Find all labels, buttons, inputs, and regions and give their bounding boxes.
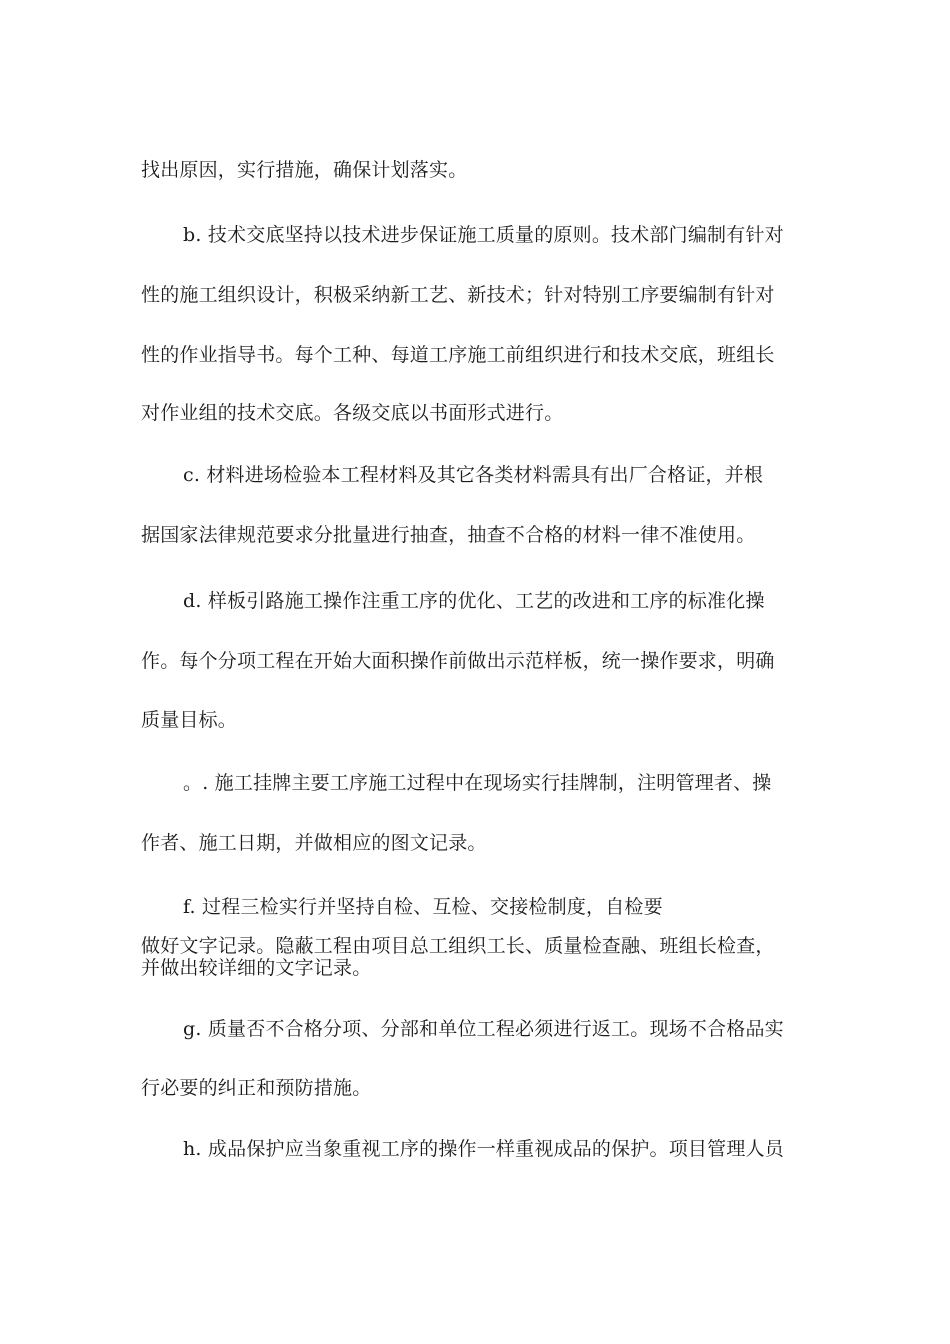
paragraph-c-line-1: c. 材料进场检验本工程材料及其它各类材料需具有出厂合格证，并根 (183, 464, 764, 486)
paragraph-e-line-1: 。. 施工挂牌主要工序施工过程中在现场实行挂牌制，注明管理者、操 (183, 772, 772, 794)
paragraph-d-line-2: 作。每个分项工程在开始大面积操作前做出示范样板，统一操作要求，明确 (141, 650, 775, 672)
paragraph-f-line-1: f. 过程三检实行并坚持自检、互检、交接检制度，自检要 (183, 896, 663, 918)
paragraph-f-line-2: 做好文字记录。隐蔽工程由项目总工组织工长、质量检查融、班组长检查， (141, 935, 775, 957)
paragraph-g-line-2: 行必要的纠正和预防措施。 (141, 1077, 372, 1099)
paragraph-d-line-1: d. 样板引路施工操作注重工序的优化、工艺的改进和工序的标准化操 (183, 590, 765, 612)
paragraph-g-line-1: g. 质量否不合格分项、分部和单位工程必须进行返工。现场不合格品实 (183, 1018, 784, 1040)
paragraph-b-line-4: 对作业组的技术交底。各级交底以书面形式进行。 (141, 402, 564, 424)
paragraph-f-line-3: 并做出较详细的文字记录。 (141, 957, 372, 979)
paragraph-e-line-2: 作者、施工日期，并做相应的图文记录。 (141, 832, 487, 854)
paragraph-b-line-3: 性的作业指导书。每个工种、每道工序施工前组织进行和技术交底，班组长 (141, 344, 775, 366)
paragraph-h-line-1: h. 成品保护应当象重视工序的操作一样重视成品的保护。项目管理人员 (183, 1138, 784, 1160)
paragraph-c-line-2: 据国家法律规范要求分批量进行抽查，抽查不合格的材料一律不准使用。 (141, 524, 756, 546)
paragraph-d-line-3: 质量目标。 (141, 709, 238, 731)
paragraph-b-line-1: b. 技术交底坚持以技术进步保证施工质量的原则。技术部门编制有针对 (183, 224, 784, 246)
paragraph-b-line-2: 性的施工组织设计，积极采纳新工艺、新技术；针对特别工序要编制有针对 (141, 284, 775, 306)
paragraph-line: 找出原因，实行措施，确保计划落实。 (141, 159, 468, 181)
